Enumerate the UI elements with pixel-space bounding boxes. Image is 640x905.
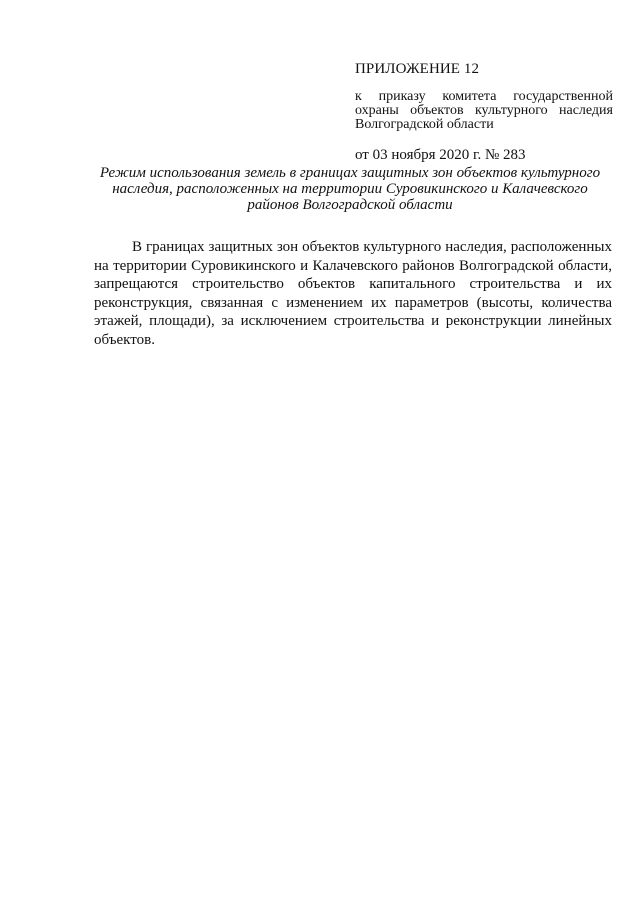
appendix-header	[355, 60, 613, 164]
appendix-title: ПРИЛОЖЕНИЕ 12	[355, 61, 480, 77]
document-title: Режим использования земель в границах защитных зон объектов культурного наследия, расположенных на территории Суровикинского и Калачевского районов Волгоградской области	[99, 165, 601, 213]
appendix-order-reference: к приказу комитета государственной охраны объектов культурного наследия Волгоградской области	[355, 89, 613, 132]
document-body-paragraph: В границах защитных зон объектов культурного наследия, расположенных на территории Суровикинского и Калачевского районов Волгоградской области, запрещаются строительство объектов капитального строительства и их реконструкция, связанная с изменением их параметров (высоты, количества этажей, площади), за исключением строительства и реконструкции линейных объектов.	[94, 239, 612, 348]
appendix-date: от 03 ноября 2020 г. № 283	[355, 147, 526, 163]
